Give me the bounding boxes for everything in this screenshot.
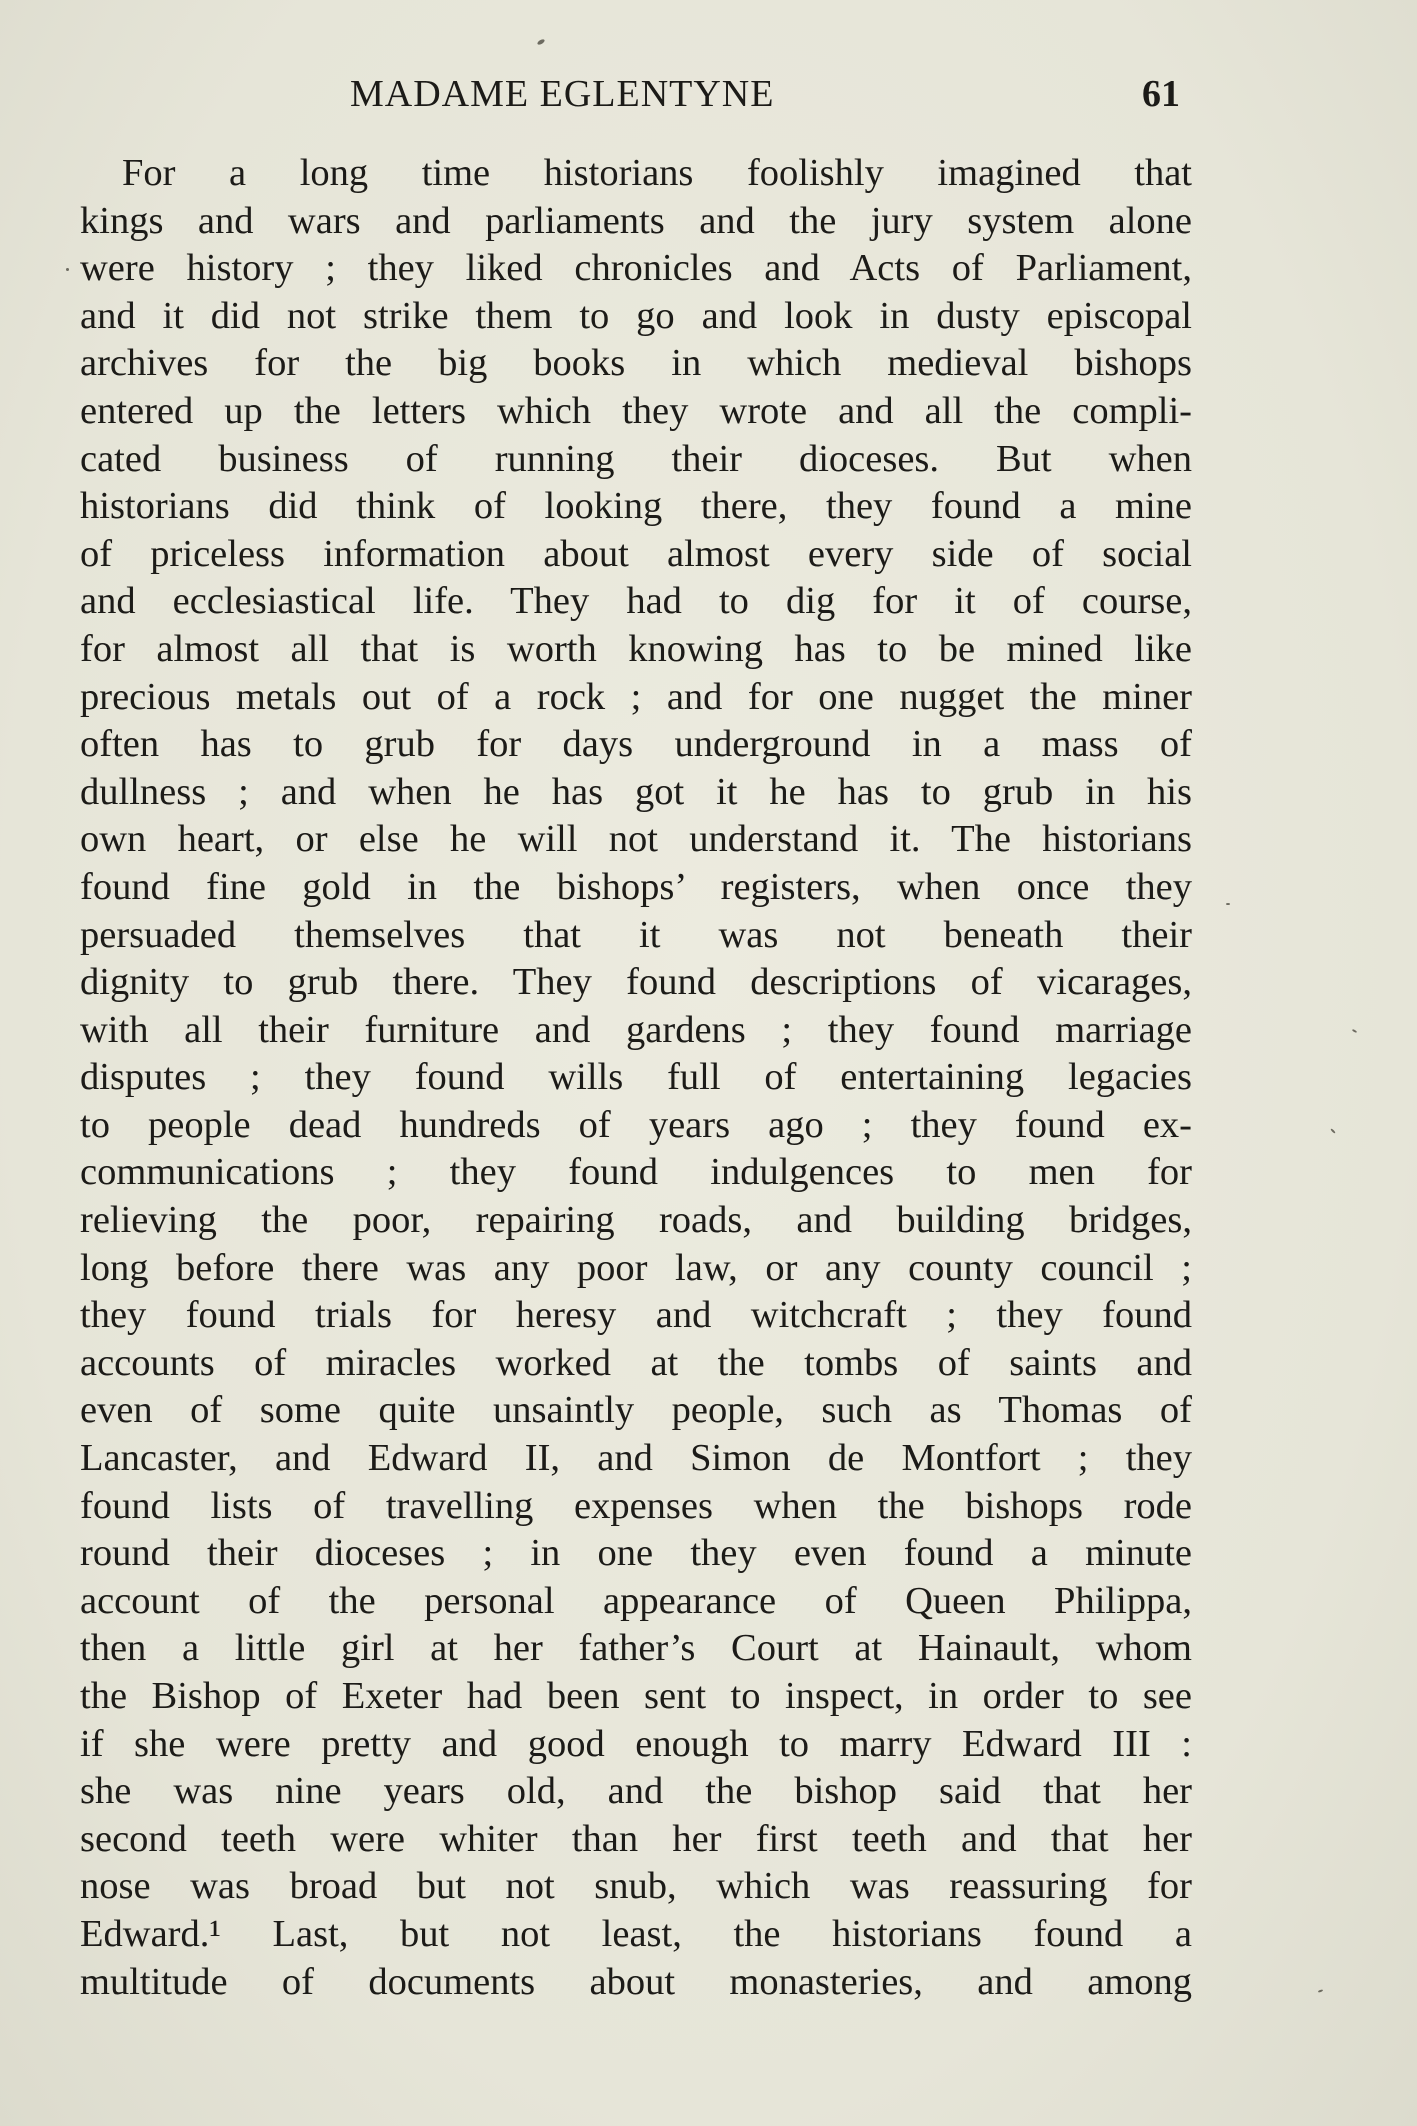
text-line: were history ; they liked chronicles and Acts of Parliament, bbox=[80, 247, 1192, 290]
text-line: of priceless information about almost every side of social bbox=[80, 532, 1192, 575]
text-line: Edward.¹ Last, but not least, the historians found a bbox=[80, 1912, 1192, 1955]
text-line: archives for the big books in which medieval bishops bbox=[80, 342, 1192, 385]
text-line: entered up the letters which they wrote and all the compli- bbox=[80, 389, 1192, 432]
text-line: disputes ; they found wills full of entertaining legacies bbox=[80, 1056, 1192, 1099]
text-line: they found trials for heresy and witchcraft ; they found bbox=[80, 1294, 1192, 1337]
text-line: even of some quite unsaintly people, such as Thomas of bbox=[80, 1389, 1192, 1432]
text-line: persuaded themselves that it was not beneath their bbox=[80, 913, 1192, 956]
text-line: communications ; they found indulgences to men for bbox=[80, 1151, 1192, 1194]
paper-speck bbox=[1318, 1989, 1323, 1993]
text-line: accounts of miracles worked at the tombs of saints and bbox=[80, 1341, 1192, 1384]
paper-speck bbox=[66, 268, 69, 271]
text-line: nose was broad but not snub, which was reassuring for bbox=[80, 1865, 1192, 1908]
text-line: long before there was any poor law, or any county council ; bbox=[80, 1246, 1192, 1289]
text-line: second teeth were whiter than her first teeth and that her bbox=[80, 1817, 1192, 1860]
text-line: historians did think of looking there, they found a mine bbox=[80, 485, 1192, 528]
text-line: found fine gold in the bishops’ registers, when once they bbox=[80, 865, 1192, 908]
text-line: kings and wars and parliaments and the jury system alone bbox=[80, 199, 1192, 242]
text-line: For a long time historians foolishly imagined that bbox=[122, 152, 1192, 194]
running-head bbox=[350, 72, 1180, 122]
text-line: relieving the poor, repairing roads, and building bridges, bbox=[80, 1199, 1192, 1242]
text-line: multitude of documents about monasteries, and among bbox=[80, 1960, 1192, 2003]
text-line: then a little girl at her father’s Court at Hainault, whom bbox=[80, 1627, 1192, 1670]
text-line: if she were pretty and good enough to marry Edward III : bbox=[80, 1722, 1192, 1765]
paper-speck bbox=[1352, 1029, 1357, 1033]
text-line: dignity to grub there. They found descriptions of vicarages, bbox=[80, 961, 1192, 1004]
text-line: she was nine years old, and the bishop said that her bbox=[80, 1770, 1192, 1813]
paper-speck bbox=[1330, 1128, 1336, 1134]
text-line: precious metals out of a rock ; and for one nugget the miner bbox=[80, 675, 1192, 718]
text-line: round their dioceses ; in one they even found a minute bbox=[80, 1532, 1192, 1575]
text-line: own heart, or else he will not understand it. The historians bbox=[80, 818, 1192, 861]
text-line: dullness ; and when he has got it he has to grub in his bbox=[80, 770, 1192, 813]
text-line: and it did not strike them to go and look in dusty episcopal bbox=[80, 294, 1192, 337]
text-line: with all their furniture and gardens ; they found marriage bbox=[80, 1008, 1192, 1051]
text-line: for almost all that is worth knowing has to be mined like bbox=[80, 627, 1192, 670]
text-line: to people dead hundreds of years ago ; they found ex- bbox=[80, 1103, 1192, 1146]
paper-speck bbox=[537, 38, 546, 45]
text-line: cated business of running their dioceses. But when bbox=[80, 437, 1192, 480]
text-line: account of the personal appearance of Queen Philippa, bbox=[80, 1579, 1192, 1622]
text-line: found lists of travelling expenses when the bishops rode bbox=[80, 1484, 1192, 1527]
body-paragraph bbox=[80, 150, 1192, 2006]
page-number: 61 bbox=[1142, 73, 1180, 115]
text-line: the Bishop of Exeter had been sent to inspect, in order to see bbox=[80, 1675, 1192, 1717]
text-line: Lancaster, and Edward II, and Simon de Montfort ; they bbox=[80, 1437, 1192, 1480]
chapter-title: MADAME EGLENTYNE bbox=[350, 73, 775, 115]
paper-speck bbox=[1226, 903, 1230, 905]
text-line: and ecclesiastical life. They had to dig for it of course, bbox=[80, 580, 1192, 623]
text-line: often has to grub for days underground in a mass of bbox=[80, 723, 1192, 766]
